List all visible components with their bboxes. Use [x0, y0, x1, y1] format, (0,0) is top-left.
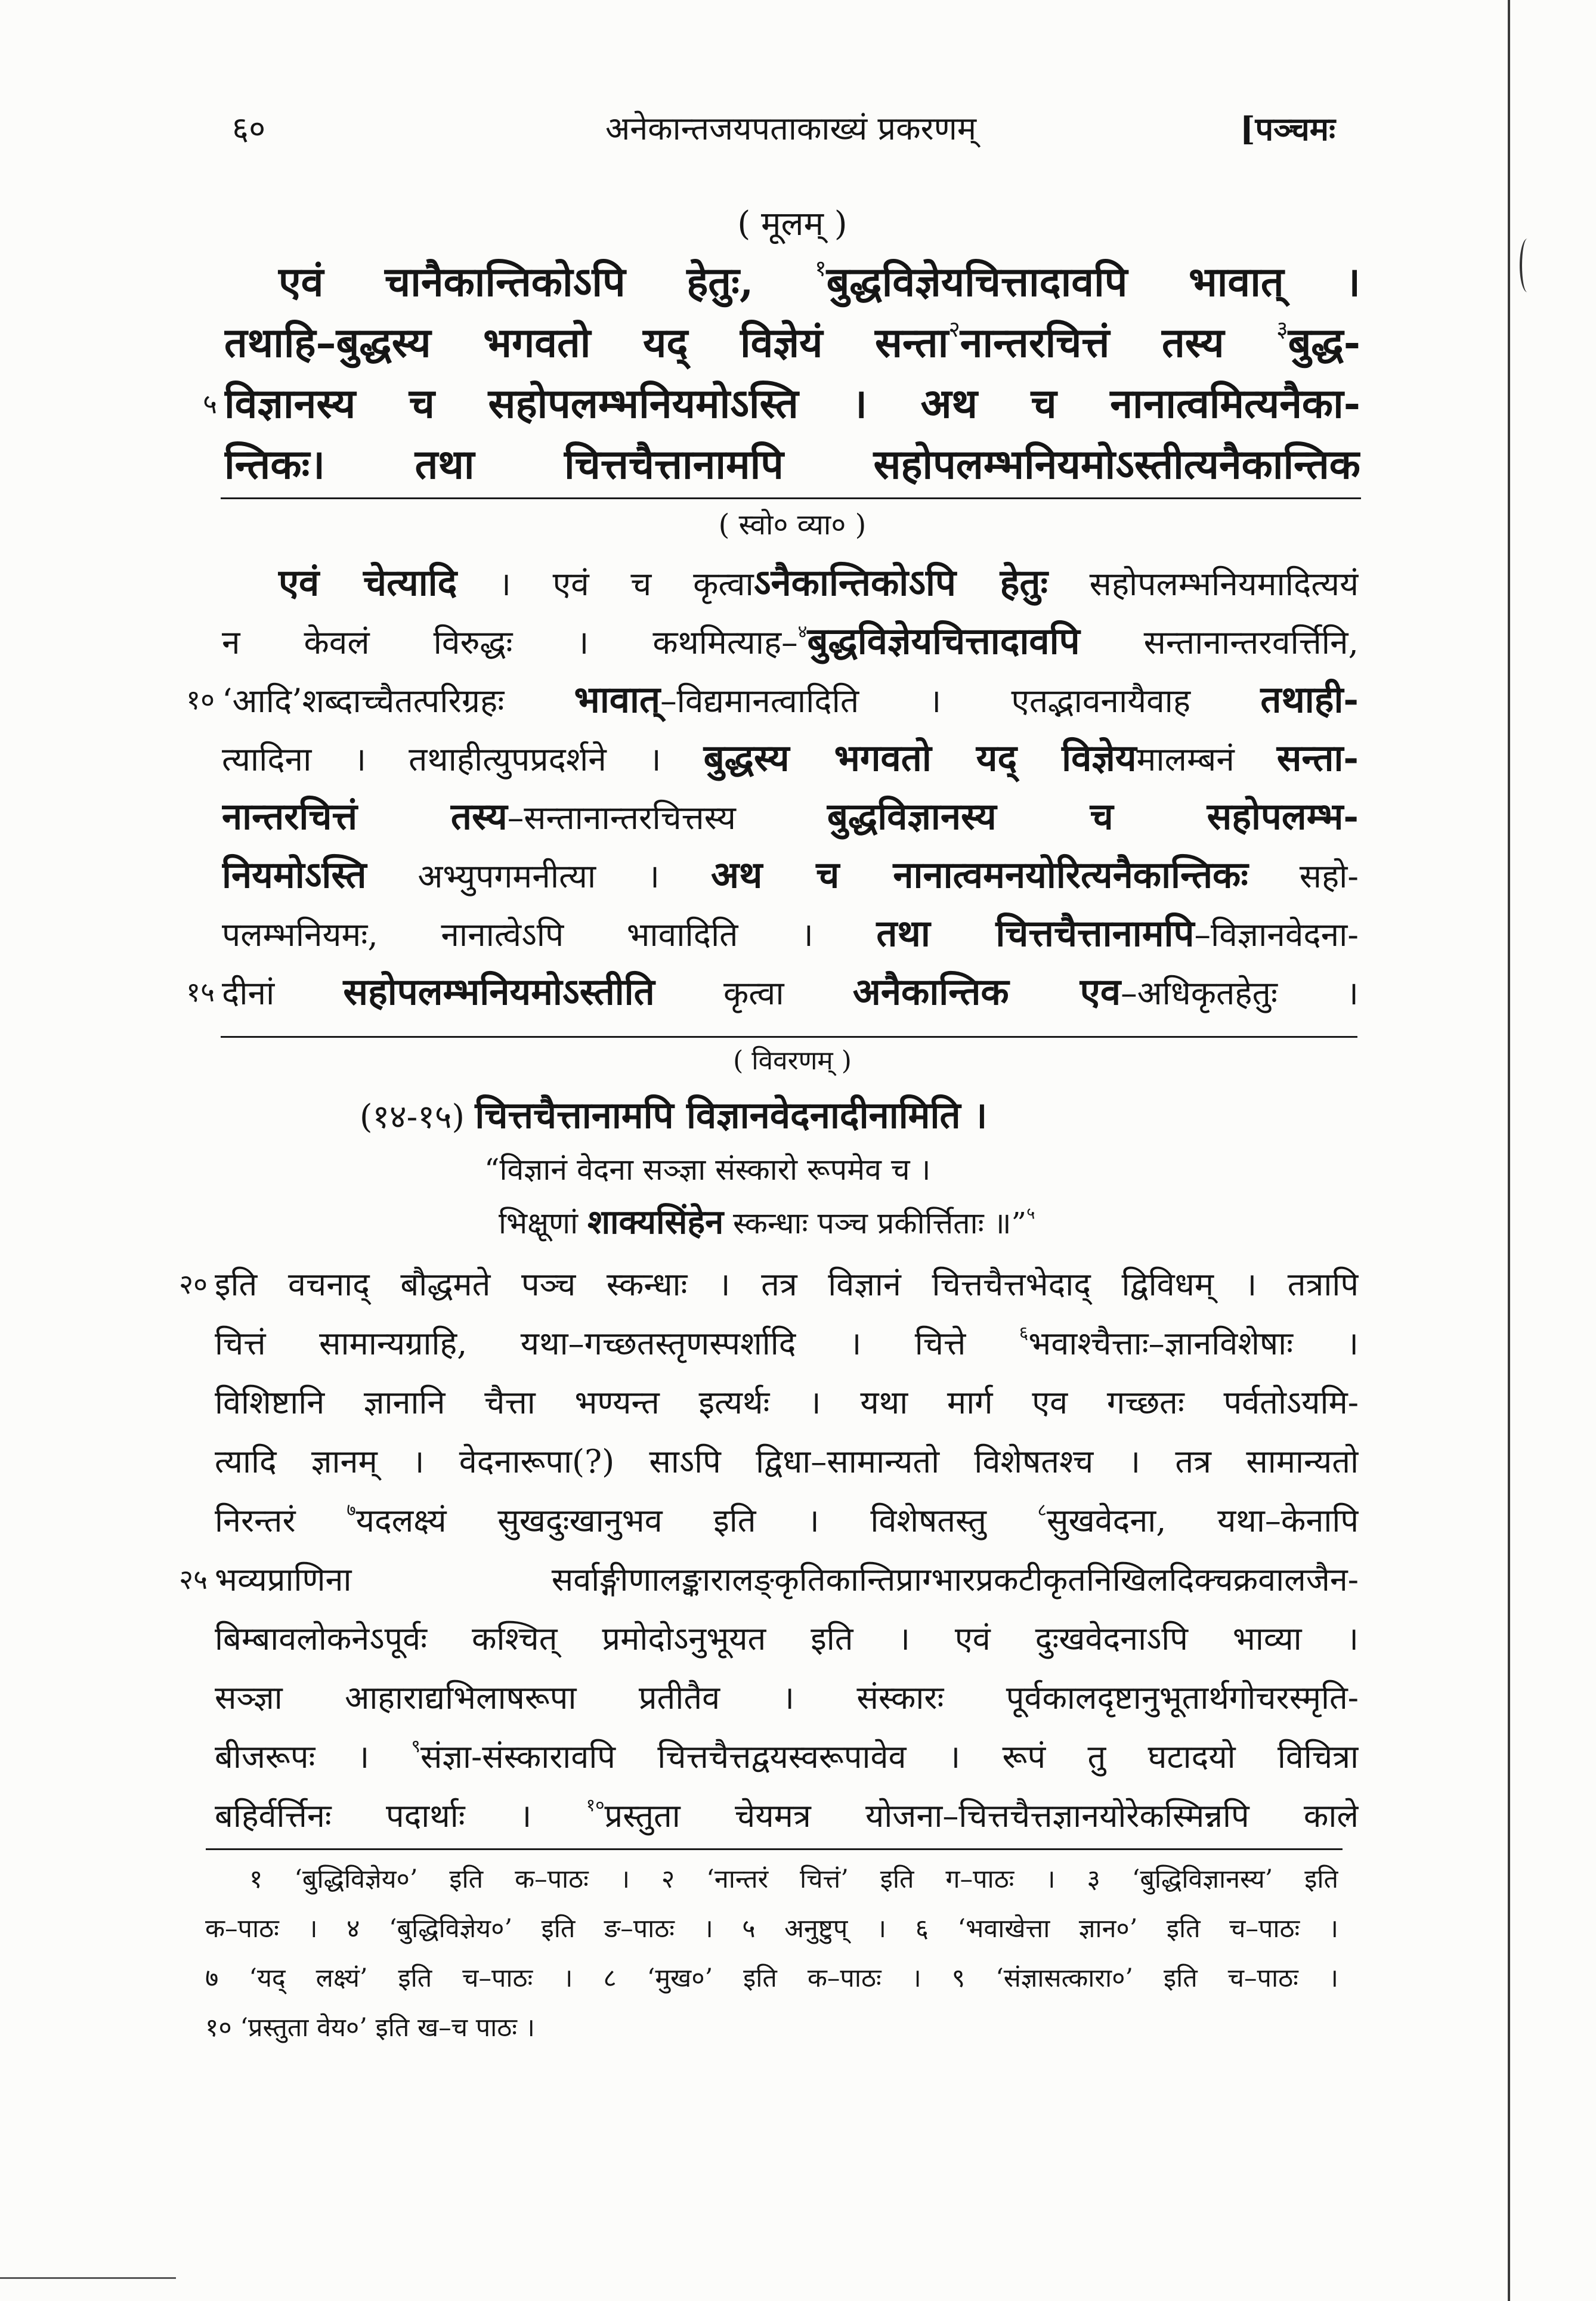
text-segment: विज्ञानस्य च सहोपलम्भनियमोऽस्ति । अथ च नानात्वमित्यनैका-: [224, 380, 1360, 428]
footnote-line: ७ ‘यद् लक्ष्यं’ इति च–पाठः । ८ ‘मुख०’ इति क–पाठः । ९ ‘संज्ञासत्कारा०’ इति च–पाठः ।: [205, 1963, 1338, 1993]
footnote-rule: [206, 1848, 1343, 1850]
commentary-line: [222, 612, 1359, 670]
bold-text-segment: नियमोऽस्ति: [222, 853, 367, 896]
footnote-marker: ८: [1037, 1499, 1047, 1521]
commentary-line: [222, 787, 1359, 846]
text-segment: भव्यप्राणिना सर्वाङ्गीणालङ्कारालङ्कृतिकान्तिप्राग्भारप्रकटीकृतनिखिलदिक्चक्रवालजैन-: [215, 1561, 1359, 1598]
text-segment: बीजरूपः ।: [215, 1738, 412, 1776]
footnote-marker: ४: [797, 621, 808, 642]
vivarana-row: [215, 1432, 1359, 1491]
bold-text-segment: ऽनैकान्तिकोऽपि हेतुः: [753, 561, 1048, 604]
mulam-row: [203, 373, 1360, 434]
commentary-row: [186, 670, 1359, 729]
page-number: ६०: [232, 110, 266, 147]
line-number: १५: [186, 976, 215, 1008]
text-segment: –सन्तानान्तरचित्तस्य: [507, 799, 827, 837]
commentary-line: [222, 670, 1359, 729]
commentary-row: [222, 904, 1359, 963]
footnote-row: [205, 1855, 1338, 1904]
mulam-line: [224, 252, 1360, 313]
text-segment: सहो-: [1248, 857, 1359, 895]
text-segment: । एवं च कृत्वा: [457, 565, 754, 603]
line-number: १०: [186, 684, 215, 716]
commentary-row: [222, 787, 1359, 846]
text-segment: सुखवेदना, यथा–केनापि: [1046, 1502, 1359, 1539]
footnote-row: [205, 2003, 1338, 2053]
text-segment: यदलक्ष्यं सुखदुःखानुभव इति । विशेषतस्तु: [355, 1502, 1038, 1539]
text-segment: ‘आदि’शब्दाच्चैतत्परिग्रहः: [222, 682, 574, 720]
vivarana-row: [215, 1786, 1359, 1845]
footnote-marker: ९: [411, 1736, 420, 1757]
commentary-line: [222, 963, 1359, 1021]
text-segment: कृत्वा: [654, 974, 853, 1012]
vivarana-line: [215, 1314, 1359, 1373]
text-segment: बहिर्वर्त्तिनः पदार्थाः ।: [215, 1797, 586, 1835]
mulam-text: [203, 252, 1360, 495]
text-segment: प्रस्तुता चेयमत्र योजना–चित्तचैत्तज्ञानयोरेकस्मिन्नपि काले: [604, 1797, 1359, 1835]
vivarana-line: [215, 1609, 1359, 1668]
footnote-marker: ५: [1026, 1204, 1035, 1223]
text-segment: “विज्ञानं वेदना सञ्ज्ञा संस्कारो रूपमेव च ।: [484, 1152, 931, 1187]
vivarana-row: [215, 1609, 1359, 1668]
vivarana-line: [215, 1255, 1359, 1314]
commentary-row: [186, 963, 1359, 1021]
bold-text-segment: बुद्धविज्ञानस्य च सहोपलम्भ-: [827, 794, 1359, 838]
bold-text-segment: भावात्: [574, 678, 661, 721]
bold-text-segment: तथा चित्तचैत्तानामपि: [876, 911, 1195, 955]
line-number: ५: [203, 388, 217, 420]
footnote-line: क–पाठः । ४ ‘बुद्धिविज्ञेय०’ इति ङ–पाठः । ५ अनुष्टुप् । ६ ‘भवाखेत्ता ज्ञान०’ इति च–पाठः ।: [205, 1914, 1338, 1944]
vivarana-row: [179, 1255, 1359, 1314]
text-segment: अभ्युपगमनीत्या ।: [366, 857, 711, 895]
vivarana-subheading: [360, 1087, 1362, 1144]
commentary-row: [222, 846, 1359, 904]
text-segment: स्कन्धाः पञ्च प्रकीर्त्तिताः ॥”: [723, 1206, 1027, 1241]
text-segment: संज्ञा-संस्कारावपि चित्तचैत्तद्वयस्वरूपावेव । रूपं तु घटादयो विचित्रा: [420, 1738, 1359, 1776]
text-segment: नान्तरचित्तं तस्य: [960, 319, 1277, 367]
commentary-line: [222, 846, 1359, 904]
commentary-row: [222, 612, 1359, 670]
text-segment: तथाहि–बुद्धस्य भगवतो यद् विज्ञेयं सन्ता: [224, 319, 949, 367]
text-segment: –विद्यमानत्वादिति । एतद्भावनायैवाह: [660, 682, 1261, 720]
text-segment: –विज्ञानवेदना-: [1194, 916, 1359, 954]
footnote-line: १० ‘प्रस्तुता वेय०’ इति ख–च पाठः ।: [205, 2013, 535, 2043]
running-title: अनेकान्तजयपताकाख्यं प्रकरणम्: [605, 110, 977, 147]
footnote-marker: २: [948, 316, 960, 342]
vivarana-text: [179, 1255, 1359, 1845]
commentary-text: [186, 553, 1359, 1021]
vivarana-row: [215, 1314, 1359, 1373]
bold-text-segment: सहोपलम्भनियमोऽस्तीति: [343, 970, 655, 1013]
vivarana-heading: ( विवरणम् ): [733, 1046, 852, 1076]
footnote-marker: १०: [586, 1795, 605, 1816]
mulam-row: [224, 313, 1360, 373]
mulam-line: [224, 373, 1360, 434]
mulam-line: [224, 434, 1360, 495]
text-segment: विशिष्टानि ज्ञानानि चैत्ता भण्यन्त इत्यर्थः । यथा मार्ग एव गच्छतः पर्वतोऽयमि-: [215, 1384, 1359, 1421]
text-segment: भिक्षूणां: [499, 1206, 587, 1241]
text-segment: सहोपलम्भनियमादित्ययं: [1047, 565, 1359, 603]
vivarana-row: [215, 1668, 1359, 1727]
scan-edge-mark: [1520, 239, 1535, 292]
text-segment: –अधिकृतहेतुः ।: [1121, 974, 1359, 1012]
section-rule: [221, 497, 1361, 499]
bold-text-segment: शाक्यसिंहेन: [587, 1202, 724, 1242]
mulam-row: [224, 252, 1360, 313]
text-segment: (१४-१५): [360, 1097, 475, 1136]
bold-text-segment: तथाही-: [1260, 678, 1359, 721]
vivarana-line: [215, 1432, 1359, 1491]
bold-text-segment: नान्तरचित्तं तस्य: [222, 794, 508, 838]
text-segment: बिम्बावलोकनेऽपूर्वः कश्चित् प्रमोदोऽनुभूयत इति । एवं दुःखवेदनाऽपि भाव्या ।: [215, 1620, 1359, 1657]
vivarana-line: [215, 1373, 1359, 1432]
commentary-row: [222, 729, 1359, 787]
footnote-marker: ६: [1019, 1322, 1029, 1344]
bold-text-segment: अथ च नानात्वमनयोरित्यनैकान्तिकः: [710, 853, 1248, 896]
text-segment: पलम्भनियमः, नानात्वेऽपि भावादिति ।: [222, 916, 877, 954]
vivarana-row: [179, 1550, 1359, 1609]
line-number: २५: [179, 1563, 208, 1595]
mulam-line: [224, 313, 1360, 373]
commentary-heading: ( स्वो० व्या० ): [718, 508, 867, 542]
text-segment: चित्तं सामान्यग्राहि, यथा–गच्छतस्तृणस्पर्शादि । चित्ते: [215, 1325, 1019, 1362]
footnotes: [205, 1855, 1338, 2053]
commentary-line: [222, 553, 1359, 612]
footnote-row: [205, 1954, 1338, 2003]
verse-line: [499, 1196, 1357, 1248]
bold-text-segment: बुद्धविज्ञेयचित्तादावपि: [807, 619, 1080, 663]
text-segment: न्तिकः। तथा चित्तचैत्तानामपि सहोपलम्भनियमोऽस्तीत्यनैकान्तिक: [224, 441, 1360, 488]
vivarana-line: [215, 1491, 1359, 1550]
section-rule: [221, 1036, 1357, 1038]
line-number: २०: [179, 1268, 208, 1300]
text-segment: त्यादि ज्ञानम् । वेदनारूपा(?) साऽपि द्विधा–सामान्यतो विशेषतश्च । तत्र सामान्यतो: [215, 1443, 1359, 1480]
footnote-marker: ३: [1276, 316, 1288, 342]
bold-text-segment: बुद्धस्य भगवतो यद् विज्ञेय: [703, 736, 1137, 780]
text-segment: निरन्तरं: [215, 1502, 347, 1539]
text-segment: इति वचनाद् बौद्धमते पञ्च स्कन्धाः । तत्र विज्ञानं चित्तचैत्तभेदाद् द्विविधम् । तत्रापि: [215, 1266, 1359, 1303]
scan-binding-edge-line: [1508, 0, 1510, 2301]
section-label: [पञ्चमः: [1240, 110, 1336, 148]
bold-text-segment: सन्ता-: [1276, 736, 1359, 780]
text-segment: त्यादिना । तथाहीत्युपप्रदर्शने ।: [222, 740, 704, 778]
footnote-line: १ ‘बुद्धिविज्ञेय०’ इति क–पाठः । २ ‘नान्तरं चित्तं’ इति ग–पाठः । ३ ‘बुद्धिविज्ञानस्य’ इति: [249, 1864, 1338, 1894]
text-segment: सञ्ज्ञा आहाराद्यभिलाषरूपा प्रतीतैव । संस्कारः पूर्वकालदृष्टानुभूतार्थगोचरस्मृति-: [215, 1679, 1359, 1717]
bold-text-segment: एवं चेत्यादि: [279, 561, 457, 604]
footnote-marker: १: [815, 255, 827, 282]
text-segment: एवं चानैकान्तिकोऽपि हेतुः,: [279, 258, 815, 306]
text-segment: न केवलं विरुद्धः । कथमित्याह–: [222, 623, 798, 661]
vivarana-row: [215, 1491, 1359, 1550]
commentary-row: [222, 553, 1359, 612]
footnote-marker: ७: [347, 1499, 356, 1521]
scan-bottom-line: [0, 2277, 176, 2279]
vivarana-line: [215, 1550, 1359, 1609]
text-segment: दीनां: [222, 974, 344, 1012]
mulam-row: [224, 434, 1360, 495]
vivarana-line: [215, 1727, 1359, 1786]
vivarana-line: [215, 1668, 1359, 1727]
vivarana-line: [215, 1786, 1359, 1845]
vivarana-row: [215, 1373, 1359, 1432]
commentary-line: [222, 904, 1359, 963]
text-segment: भवाश्चैत्ताः–ज्ञानविशेषाः ।: [1028, 1325, 1359, 1362]
mulam-heading: ( मूलम् ): [737, 205, 848, 243]
text-segment: बुद्धविज्ञेयचित्तादावपि भावात् ।: [826, 258, 1360, 306]
text-segment: मालम्बनं: [1136, 740, 1277, 778]
text-segment: सन्तानान्तरवर्त्तिनि,: [1080, 623, 1359, 661]
vivarana-row: [215, 1727, 1359, 1786]
verse-line: [484, 1144, 1355, 1195]
bold-text-segment: चित्तचैत्तानामपि विज्ञानवेदनादीनामिति ।: [475, 1093, 988, 1137]
bold-text-segment: अनैकान्तिक एव: [852, 970, 1121, 1013]
commentary-line: [222, 729, 1359, 787]
text-segment: बुद्ध-: [1288, 319, 1360, 367]
footnote-row: [205, 1904, 1338, 1954]
